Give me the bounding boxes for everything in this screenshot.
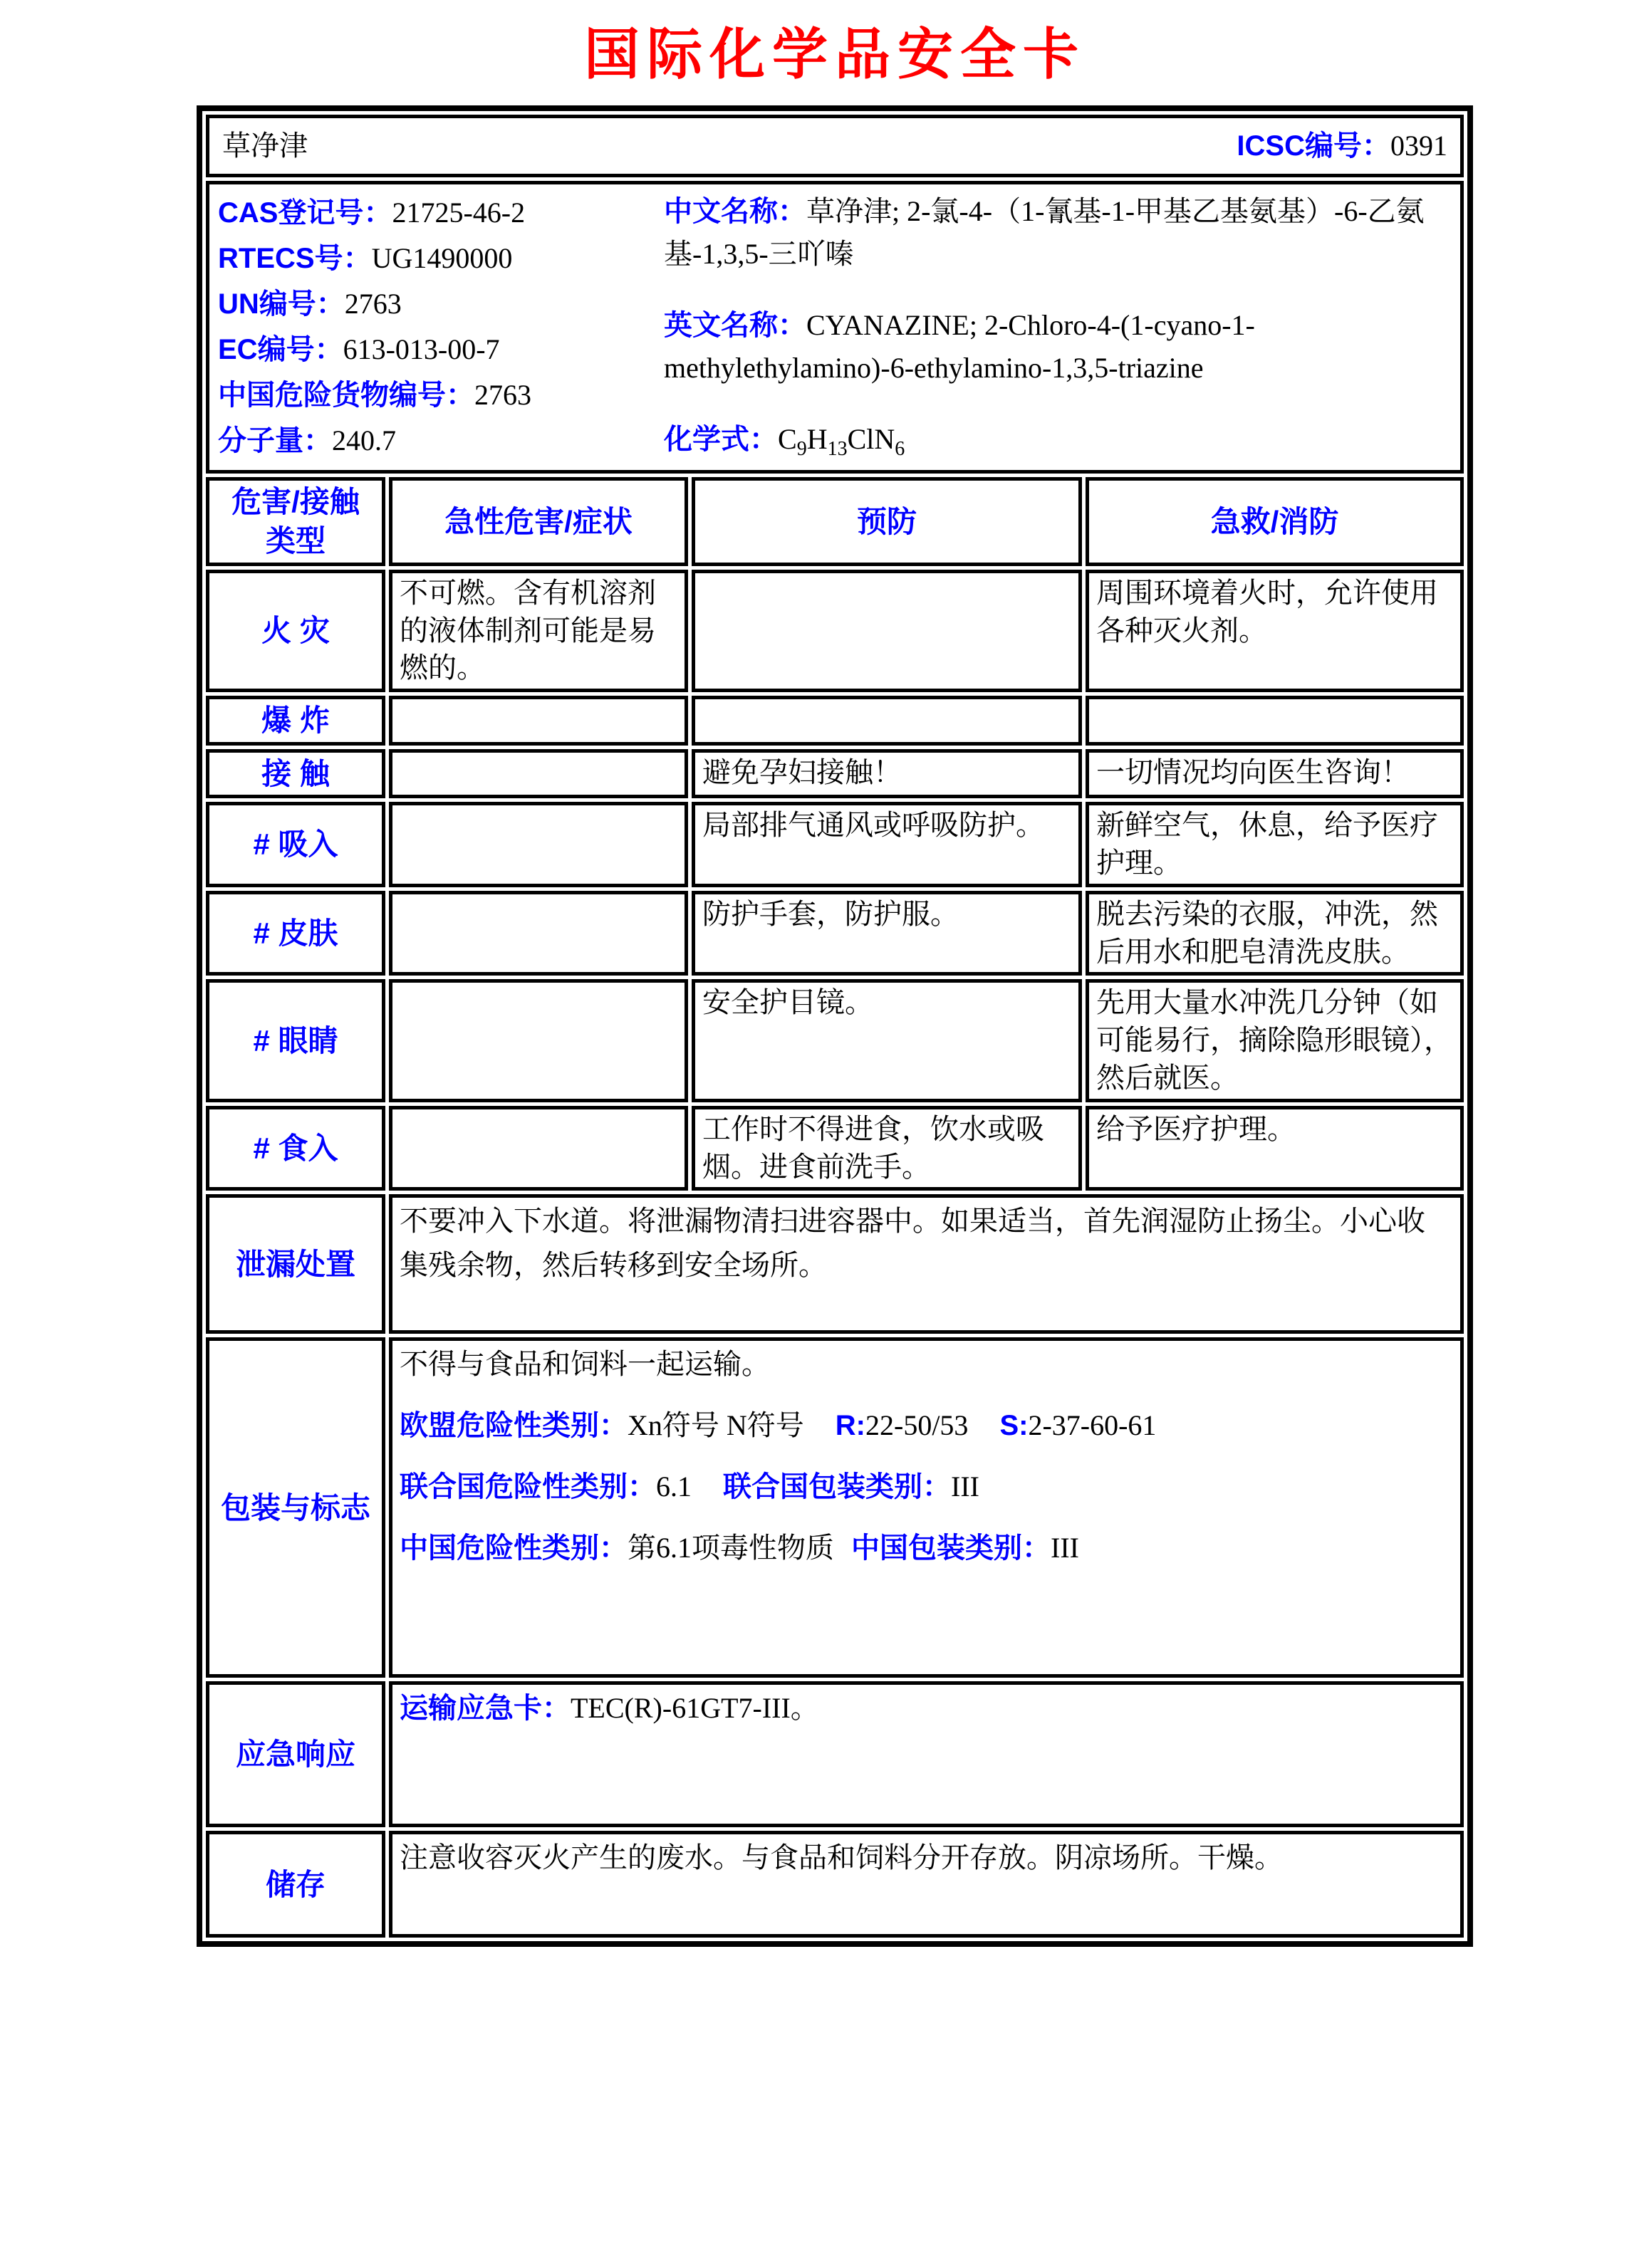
cn-class-label: 中国危险性类别： [400,1532,628,1564]
firstaid-cell: 一切情况均向医生咨询！ [1086,749,1464,798]
molecular-weight-value: 240.7 [332,424,396,456]
eu-classification-line [400,1404,1453,1448]
section-row-emergency [206,1681,1464,1827]
symptoms-cell [389,979,688,1102]
cas-value: 21725-46-2 [392,197,526,229]
prevention-cell: 避免孕妇接触！ [692,749,1082,798]
un-pack-label: 联合国包装类别： [723,1471,951,1503]
section-row-storage [206,1831,1464,1938]
molecular-weight-label: 分子量： [218,425,332,456]
prevention-cell [692,696,1082,745]
transport-emergency-card-line [400,1686,1453,1730]
symptoms-cell: 不可燃。含有机溶剂的液体制剂可能是易燃的。 [389,570,688,692]
page-title: 国际化学品安全卡 [583,23,1086,85]
prevention-cell: 防护手套，防护服。 [692,891,1082,976]
table-header-row [206,477,1464,566]
r-phrase-value: 22-50/53 [865,1409,969,1442]
ec-number-line [218,327,658,372]
hazard-row-contact [206,749,1464,798]
rtecs-value: UG1490000 [371,242,513,274]
ec-value: 613-013-00-7 [343,333,500,365]
hazard-row-fire [206,570,1464,692]
section-label: 储存 [206,1831,385,1938]
eu-symbols-value: Xn符号 N符号 [628,1409,804,1442]
transport-note: 不得与食品和饲料一起运输。 [400,1348,770,1381]
icsc-number-group [1237,127,1447,165]
hazard-type-cell: # 食入 [206,1106,385,1191]
un-number-line [218,281,658,327]
english-name-line [664,304,1452,390]
storage-content-cell [389,1831,1464,1938]
un-class-label: 联合国危险性类别： [400,1471,656,1503]
cas-label: CAS登记号： [218,197,392,229]
symptoms-cell [389,696,688,745]
header-firstaid: 急救/消防 [1086,477,1464,566]
symptoms-cell [389,749,688,798]
hazard-row-inhalation [206,802,1464,887]
icsc-number-label: ICSC编号： [1237,130,1390,162]
header-symptoms: 急性危害/症状 [389,477,688,566]
firstaid-cell: 新鲜空气，休息，给予医疗护理。 [1086,802,1464,887]
china-dg-label: 中国危险货物编号： [218,380,474,411]
spillage-text: 不要冲入下水道。将泄漏物清扫进容器中。如果适当，首先润湿防止扬尘。小心收集残余物，然后转移到安全场所。 [400,1205,1425,1282]
spillage-content-cell [389,1194,1464,1334]
prevention-cell: 工作时不得进食，饮水或吸烟。进食前洗手。 [692,1106,1082,1191]
un-pack-value: III [951,1470,979,1503]
transport-card-label: 运输应急卡： [400,1693,571,1725]
firstaid-cell: 给予医疗护理。 [1086,1106,1464,1191]
firstaid-cell [1086,696,1464,745]
hazard-row-skin [206,891,1464,976]
s-phrase-value: 2-37-60-61 [1028,1409,1157,1442]
chinese-name-line [664,190,1452,276]
hazard-row-eyes [206,979,1464,1102]
firstaid-cell: 周围环境着火时，允许使用各种灭火剂。 [1086,570,1464,692]
prevention-cell: 局部排气通风或呼吸防护。 [692,802,1082,887]
header-prevention: 预防 [692,477,1082,566]
un-value: 2763 [344,288,402,320]
identifiers-row [206,181,1464,474]
packaging-content-cell [389,1337,1464,1678]
hazard-type-cell: # 皮肤 [206,891,385,976]
un-label: UN编号： [218,288,345,320]
section-label: 泄漏处置 [206,1194,385,1334]
hazard-type-cell: 接 触 [206,749,385,798]
eu-class-label: 欧盟危险性类别： [400,1410,628,1442]
r-phrase-label: R: [835,1410,865,1442]
english-name-label: 英文名称： [664,310,806,341]
hazard-type-cell: # 眼睛 [206,979,385,1102]
english-name-value: CYANAZINE; 2-Chloro-4-(1-cyano-1-methylethylamino)-6-ethylamino-1,3,5-triazine [664,309,1255,384]
un-classification-line [400,1465,1453,1509]
section-label: 应急响应 [206,1681,385,1827]
s-phrase-label: S: [999,1410,1029,1442]
chinese-name-label: 中文名称： [664,196,806,227]
section-row-spillage [206,1194,1464,1334]
rtecs-number-line [218,236,658,281]
ec-label: EC编号： [218,334,343,365]
hazard-row-ingestion [206,1106,1464,1191]
names-block [658,190,1452,464]
formula-value: $C_9H_{13}ClN_6$ [778,423,905,460]
hazard-row-explosion [206,696,1464,745]
formula-label: 化学式： [664,424,778,455]
section-label: 包装与标志 [206,1337,385,1678]
symptoms-cell [389,891,688,976]
substance-header-cell [206,115,1464,177]
identifiers-cell [206,181,1464,474]
section-row-packaging [206,1337,1464,1678]
registry-numbers-block [218,190,658,464]
symptoms-cell [389,1106,688,1191]
symptoms-cell [389,802,688,887]
hazard-type-cell: 爆 炸 [206,696,385,745]
china-dg-number-line [218,372,658,418]
storage-text: 注意收容灭火产生的废水。与食品和饲料分开存放。阴凉场所。干燥。 [400,1841,1283,1874]
molecular-weight-line [218,418,658,464]
prevention-cell [692,570,1082,692]
hazard-type-cell: # 吸入 [206,802,385,887]
china-dg-value: 2763 [474,379,531,411]
un-class-value: 6.1 [656,1470,692,1503]
emergency-content-cell [389,1681,1464,1827]
cn-classification-line [400,1526,1453,1570]
cn-class-value: 第6.1项毒性物质 [628,1532,834,1564]
prevention-cell: 安全护目镜。 [692,979,1082,1102]
firstaid-cell: 先用大量水冲洗几分钟（如可能易行，摘除隐形眼镜），然后就医。 [1086,979,1464,1102]
cn-pack-value: III [1051,1532,1079,1564]
substance-name: 草净津 [222,129,308,162]
icsc-card-table [197,105,1473,1947]
cas-number-line [218,190,658,236]
header-hazard-type: 危害/接触类型 [206,477,385,566]
substance-header-row [206,115,1464,177]
cn-pack-label: 中国包装类别： [851,1532,1051,1564]
formula-line [664,418,1452,464]
transport-card-value: TEC(R)-61GT7-III。 [571,1692,819,1725]
hazard-type-cell: 火 灾 [206,570,385,692]
rtecs-label: RTECS号： [218,243,372,274]
firstaid-cell: 脱去污染的衣服，冲洗，然后用水和肥皂清洗皮肤。 [1086,891,1464,976]
icsc-number-value: 0391 [1390,129,1447,162]
chinese-name-value: 草净津; 2-氯-4-（1-氰基-1-甲基乙基氨基）-6-乙氨基-1,3,5-三吖嗪 [664,195,1425,270]
